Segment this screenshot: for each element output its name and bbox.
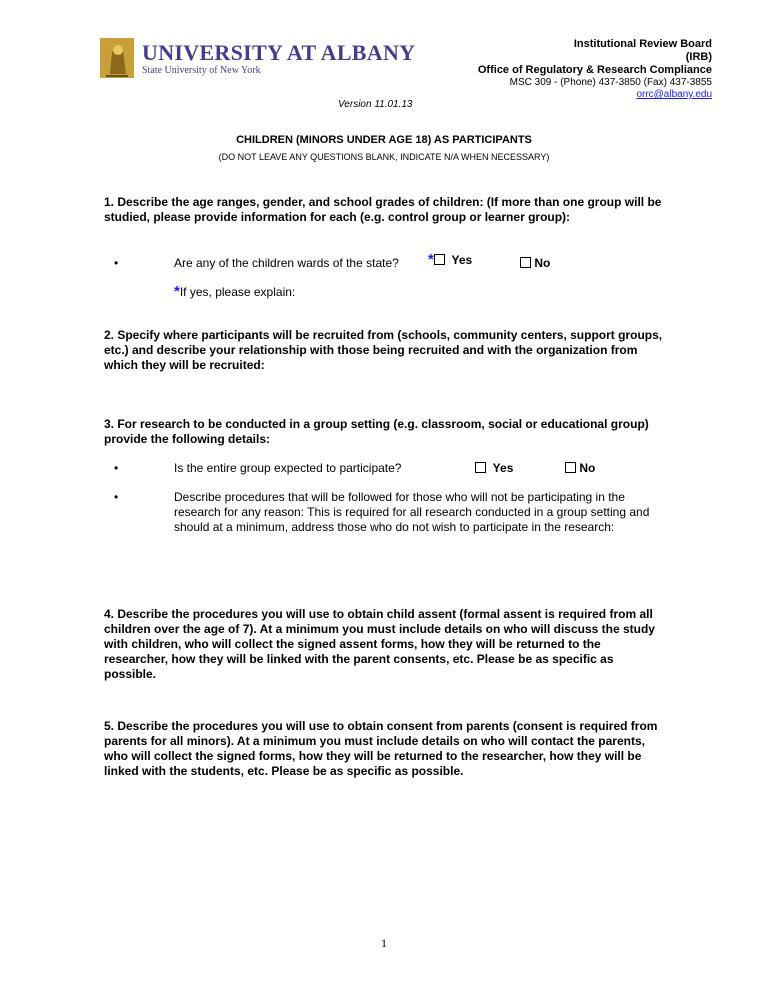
question-5: 5. Describe the procedures you will use to obtain consent from parents (consent is required from parents for all minors). At a minimum you must include details on who will contact the parents, who will collect the signed forms, how they will be returned to the researcher, how they will be linked with the students, etc. Please be as specific as possible. [104, 719, 658, 778]
nonparticipant-procedures: Describe procedures that will be followed for those who will not be participating in the research for any reason: This is required for all research conducted in a group setting and should at a minimum, address those who do not wish to participate in the research: [174, 490, 650, 534]
university-logo [100, 38, 416, 80]
header-contact: MSC 309 - (Phone) 437-3850 (Fax) 437-3855 [509, 77, 712, 88]
version-label: Version 11.01.13 [338, 99, 413, 110]
required-asterisk: * [174, 283, 180, 300]
minerva-icon [100, 38, 134, 78]
header-irb-abbrev: (IRB) [685, 51, 712, 63]
university-subtitle: State University of New York [142, 65, 261, 76]
question-4: 4. Describe the procedures you will use to obtain child assent (formal assent is required from all children over the age of 7). At a minimum you must include details on who will discuss the study with children, who will collect the signed assent forms, how they will be returned to the researcher, how they will be linked with the parent consents, etc. Please be as specific as possible. [104, 607, 655, 681]
group-yes-checkbox[interactable] [475, 462, 486, 473]
question-1: 1. Describe the age ranges, gender, and school grades of children: (If more than one group will be studied, please provide information for each (e.g. control group or learner group): [104, 195, 662, 224]
bullet-icon: • [114, 461, 119, 475]
form-instructions: (DO NOT LEAVE ANY QUESTIONS BLANK, INDICATE N/A WHEN NECESSARY) [218, 152, 550, 162]
wards-yes-label: Yes [451, 253, 473, 267]
wards-no-label: No [534, 256, 551, 270]
wards-yes-checkbox[interactable] [434, 254, 445, 265]
wards-no-option[interactable] [520, 256, 550, 270]
explain-label: If yes, please explain: [179, 285, 296, 299]
wards-no-checkbox[interactable] [520, 257, 531, 268]
question-3: 3. For research to be conducted in a group setting (e.g. classroom, social or educational group) provide the following details: [104, 417, 649, 446]
header-office: Office of Regulatory & Research Compliance [477, 64, 712, 76]
form-title: CHILDREN (MINORS UNDER AGE 18) AS PARTICIPANTS [236, 134, 532, 146]
header-email-link[interactable]: orrc@albany.edu [636, 89, 712, 100]
university-name: UNIVERSITY AT ALBANY [142, 40, 416, 65]
explain-prompt [174, 283, 295, 300]
group-yes-label: Yes [492, 461, 514, 475]
question-2: 2. Specify where participants will be recruited from (schools, community centers, support groups, etc.) and describe your relationship with those being recruited and with the organization from which they will be recruited: [104, 328, 663, 372]
page-number: 1 [381, 936, 387, 950]
group-no-checkbox[interactable] [565, 462, 576, 473]
required-asterisk: * [428, 251, 434, 268]
bullet-icon: • [114, 256, 119, 270]
bullet-icon: • [114, 490, 119, 504]
group-no-option[interactable] [565, 461, 595, 475]
group-yes-option[interactable] [475, 461, 513, 475]
entire-group-question: Is the entire group expected to participate? [174, 461, 402, 475]
wards-question: Are any of the children wards of the state? [174, 256, 399, 270]
wards-yes-option[interactable] [428, 251, 472, 268]
group-no-label: No [579, 461, 596, 475]
header-irb: Institutional Review Board [573, 38, 712, 50]
